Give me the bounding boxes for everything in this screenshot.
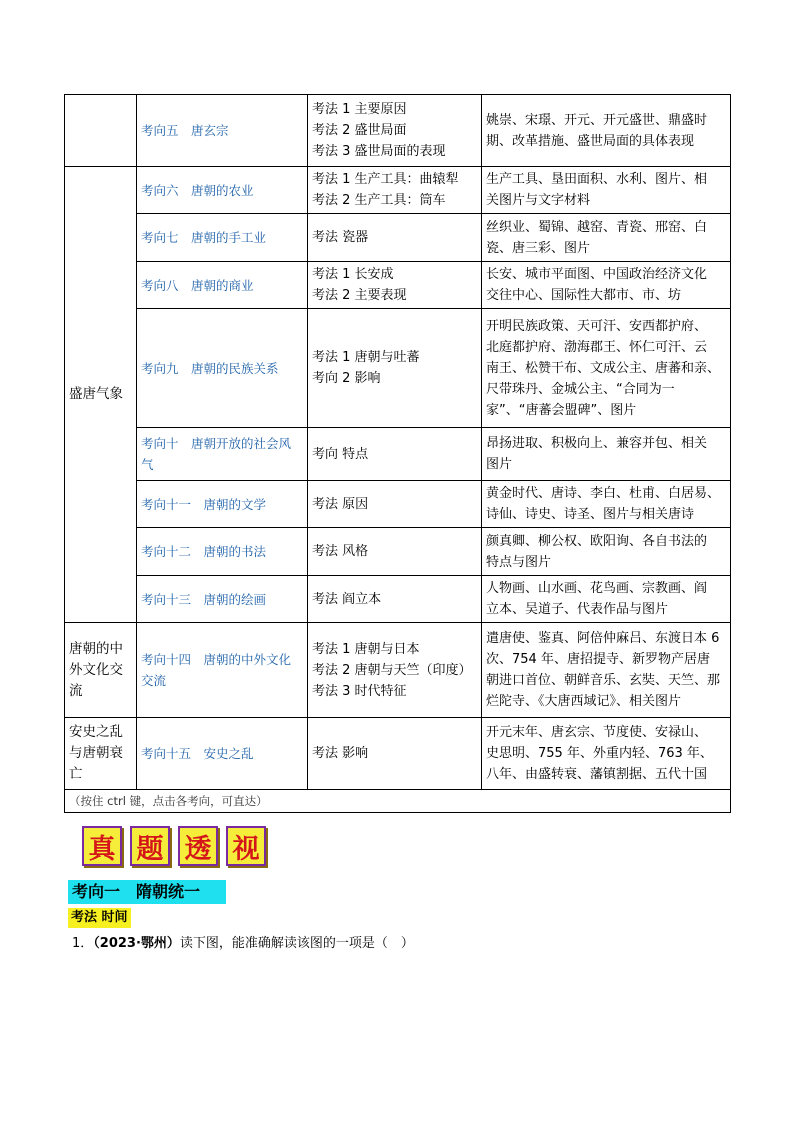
- direction-link[interactable]: 考向十五 安史之乱: [137, 718, 308, 790]
- table-row: [65, 309, 731, 428]
- direction-link[interactable]: 考向十 唐朝开放的社会风气: [137, 428, 308, 481]
- banner-tile: 视: [226, 826, 266, 866]
- table-row: [65, 576, 731, 623]
- table-row: [65, 262, 731, 309]
- table-row: [65, 167, 731, 214]
- direction-link[interactable]: 考向八 唐朝的商业: [137, 262, 308, 309]
- keywords-cell: 昂扬进取、积极向上、兼容并包、相关 图片: [482, 428, 731, 481]
- table-row: [65, 481, 731, 528]
- direction-link[interactable]: 考向十三 唐朝的绘画: [137, 576, 308, 623]
- banner-tile: 真: [82, 826, 122, 866]
- ctrl-click-hint: （按住 ctrl 键，点击各考向，可直达）: [65, 790, 731, 813]
- question-1: [72, 934, 414, 954]
- keywords-cell: 开明民族政策、天可汗、安西都护府、 北庭都护府、渤海郡王、怀仁可汗、云 南王、松赞干布、文成公主、唐蕃和亲、 尺带珠丹、金城公主、“合同为一 家”、“唐蕃会盟碑”、图片: [482, 309, 731, 428]
- table-row: [65, 528, 731, 576]
- topic-cell: 唐朝的中外文化交流: [65, 623, 137, 718]
- keywords-cell: 丝织业、蜀锦、越窑、青瓷、邢窑、白 瓷、唐三彩、图片: [482, 214, 731, 262]
- direction-link[interactable]: 考向七 唐朝的手工业: [137, 214, 308, 262]
- keywords-cell: 遣唐使、鉴真、阿倍仲麻吕、东渡日本 6 次、754 年、唐招提寺、新罗物产居唐 朝进口首位、朝鲜音乐、玄奘、天竺、那 烂陀寺、《大唐西域记》、相关图片: [482, 623, 731, 718]
- banner-tile: 透: [178, 826, 218, 866]
- methods-cell: 考法 1 唐朝与吐蕃 考向 2 影响: [308, 309, 482, 428]
- keywords-cell: 颜真卿、柳公权、欧阳询、各自书法的 特点与图片: [482, 528, 731, 576]
- table-row: [65, 718, 731, 790]
- methods-cell: 考法 原因: [308, 481, 482, 528]
- direction-link[interactable]: 考向五 唐玄宗: [137, 95, 308, 167]
- direction-link[interactable]: 考向十二 唐朝的书法: [137, 528, 308, 576]
- keywords-cell: 生产工具、垦田面积、水利、图片、相 关图片与文字材料: [482, 167, 731, 214]
- keywords-cell: 长安、城市平面图、中国政治经济文化 交往中心、国际性大都市、市、坊: [482, 262, 731, 309]
- zhenti-toushi-banner: [82, 826, 266, 866]
- keywords-cell: 开元末年、唐玄宗、节度使、安禄山、 史思明、755 年、外重内轻、763 年、 八年、由盛转衰、藩镇割据、五代十国: [482, 718, 731, 790]
- keywords-cell: 姚崇、宋璟、开元、开元盛世、鼎盛时 期、改革措施、盛世局面的具体表现: [482, 95, 731, 167]
- methods-cell: 考法 瓷器: [308, 214, 482, 262]
- direction-link[interactable]: 考向十四 唐朝的中外文化交流: [137, 623, 308, 718]
- question-source: （2023·鄂州）: [93, 936, 180, 951]
- methods-cell: 考法 1 唐朝与日本 考法 2 唐朝与天竺（印度） 考法 3 时代特征: [308, 623, 482, 718]
- table-row: [65, 428, 731, 481]
- question-number: 1．: [72, 936, 94, 951]
- methods-cell: 考法 1 长安成 考法 2 主要表现: [308, 262, 482, 309]
- methods-cell: 考法 1 主要原因 考法 2 盛世局面 考法 3 盛世局面的表现: [308, 95, 482, 167]
- question-text: 读下图，能准确解读该图的一项是（ ）: [179, 936, 414, 951]
- topic-cell: 盛唐气象: [65, 167, 137, 623]
- banner-tile: 题: [130, 826, 170, 866]
- outline-table: [64, 94, 731, 813]
- section-subheading: 考法 时间: [68, 908, 131, 928]
- direction-link[interactable]: 考向十一 唐朝的文学: [137, 481, 308, 528]
- methods-cell: 考向 特点: [308, 428, 482, 481]
- hint-row: [65, 790, 731, 813]
- topic-cell: [65, 95, 137, 167]
- methods-cell: 考法 1 生产工具：曲辕犁 考法 2 生产工具：筒车: [308, 167, 482, 214]
- methods-cell: 考法 阎立本: [308, 576, 482, 623]
- table-row: [65, 95, 731, 167]
- keywords-cell: 人物画、山水画、花鸟画、宗教画、阎 立本、吴道子、代表作品与图片: [482, 576, 731, 623]
- methods-cell: 考法 风格: [308, 528, 482, 576]
- methods-cell: 考法 影响: [308, 718, 482, 790]
- keywords-cell: 黄金时代、唐诗、李白、杜甫、白居易、 诗仙、诗史、诗圣、图片与相关唐诗: [482, 481, 731, 528]
- table-row: [65, 623, 731, 718]
- direction-link[interactable]: 考向九 唐朝的民族关系: [137, 309, 308, 428]
- table-row: [65, 214, 731, 262]
- direction-link[interactable]: 考向六 唐朝的农业: [137, 167, 308, 214]
- topic-cell: 安史之乱与唐朝衰亡: [65, 718, 137, 790]
- section-heading: 考向一 隋朝统一: [68, 880, 226, 904]
